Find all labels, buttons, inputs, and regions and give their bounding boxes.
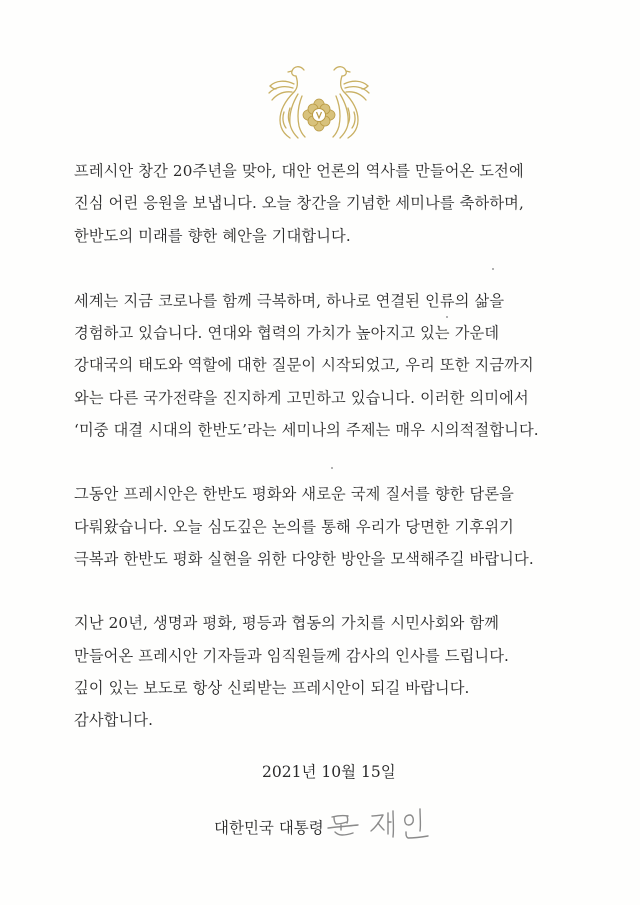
letter-date: 2021년 10월 15일 <box>262 763 396 781</box>
phoenix-emblem-icon <box>262 62 376 144</box>
text-line: 그동안 프레시안은 한반도 평화와 새로운 국제 질서를 향한 담론을 <box>74 485 514 504</box>
text-line: 극복과 한반도 평화 실현을 위한 다양한 방안을 모색해주길 바랍니다. <box>74 549 534 568</box>
paragraph-4 <box>74 607 574 736</box>
text-line: 경험하고 있습니다. 연대와 협력의 가치가 높아지고 있는 가운데 <box>74 324 500 343</box>
text-line: 강대국의 태도와 역할에 대한 질문이 시작되었고, 우리 또한 지금까지 <box>74 356 534 375</box>
scan-speck <box>492 268 494 270</box>
paragraph-3 <box>74 478 574 575</box>
text-line: 다뤄왔습니다. 오늘 심도깊은 논의를 통해 우리가 당면한 기후위기 <box>74 517 514 536</box>
signature-block <box>214 803 436 843</box>
text-line: 지난 20년, 생명과 평화, 평등과 협동의 가치를 시민사회와 함께 <box>74 614 500 633</box>
paragraph-1 <box>74 155 574 252</box>
closing-line: 감사합니다. <box>74 711 154 730</box>
paragraph-2 <box>74 285 574 446</box>
text-line: 한반도의 미래를 향한 혜안을 기대합니다. <box>74 226 351 245</box>
text-line: ‘미중 대결 시대의 한반도’라는 세미나의 주제는 매우 시의적절합니다. <box>74 421 539 440</box>
handwritten-signature <box>326 803 436 843</box>
text-line: 세계는 지금 코로나를 함께 극복하며, 하나로 연결된 인류의 삶을 <box>74 291 505 310</box>
text-line: 만들어온 프레시안 기자들과 임직원들께 감사의 인사를 드립니다. <box>74 646 510 665</box>
text-line: 와는 다른 국가전략을 진지하게 고민하고 있습니다. 이러한 의미에서 <box>74 388 529 407</box>
scan-speck <box>331 467 333 469</box>
letter-body <box>74 155 574 736</box>
signatory-title: 대한민국 대통령 <box>214 819 324 837</box>
text-line: 깊이 있는 보도로 항상 신뢰받는 프레시안이 되길 바랍니다. <box>74 678 470 697</box>
text-line: 프레시안 창간 20주년을 맞아, 대안 언론의 역사를 만들어온 도전에 <box>74 162 524 180</box>
scan-speck <box>446 316 448 318</box>
text-line: 진심 어린 응원을 보냅니다. 오늘 창간을 기념한 세미나를 축하하며, <box>74 194 524 213</box>
